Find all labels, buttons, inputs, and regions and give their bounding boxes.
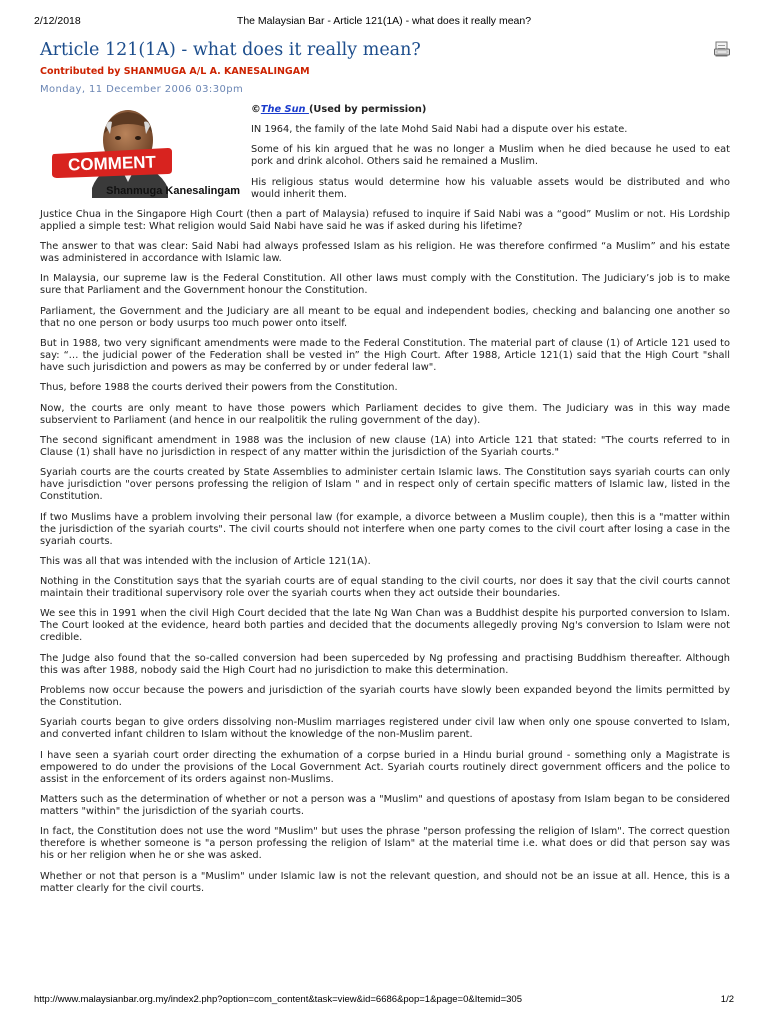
print-date: 2/12/2018 <box>34 15 81 27</box>
paragraph: Syariah courts began to give orders dissolving non-Muslim marriages registered under civil law when only one spouse converted to Islam, and converted infant children to Islam without the knowledge of the non-Muslim parent. <box>40 717 730 741</box>
author-photo-caption: Shanmuga Kanesalingam <box>106 185 240 197</box>
paragraph: Syariah courts are the courts created by State Assemblies to administer certain Islamic laws. The Constitution says syariah courts can only have jurisdiction "over persons professing the religion of Islam " and in respect only of certain specific matters of Islamic law, listed in the Constitution. <box>40 467 730 503</box>
paragraph: The answer to that was clear: Said Nabi had always professed Islam as his religion. He was therefore confirmed “a Muslim” and his estate was administered in accordance with Islamic law. <box>40 241 730 265</box>
print-icon[interactable] <box>714 41 730 58</box>
paragraph: Problems now occur because the powers and jurisdiction of the syariah courts have slowly been expanded beyond the limits permitted by the Constitution. <box>40 685 730 709</box>
paragraph: Parliament, the Government and the Judiciary are all meant to be equal and independent bodies, checking and balancing one another so that no one person or body usurps too much power onto itself. <box>40 305 730 329</box>
page-url: http://www.malaysianbar.org.my/index2.php?option=com_content&task=view&id=6686&pop=1&page=0&Itemid=305 <box>34 994 522 1005</box>
article-title: Article 121(1A) - what does it really mean? <box>40 40 421 60</box>
paragraph: If two Muslims have a problem involving their personal law (for example, a divorce between a Muslim couple), then this is a "matter within the jurisdiction of the syariah courts". The civil courts should not interfere when one party comes to the civil court after losing a case in the syariah courts. <box>40 511 730 547</box>
print-page-title: The Malaysian Bar - Article 121(1A) - what does it really mean? <box>236 15 532 27</box>
paragraph: His religious status would determine how his valuable assets would be distributed and who would inherit them. <box>251 176 730 200</box>
paragraph: Thus, before 1988 the courts derived their powers from the Constitution. <box>40 382 398 394</box>
comment-banner-text: COMMENT <box>67 152 157 175</box>
page-number: 1/2 <box>720 994 734 1005</box>
paragraph: This was all that was intended with the inclusion of Article 121(1A). <box>40 555 371 567</box>
paragraph: Now, the courts are only meant to have those powers which Parliament decides to give them. The Judiciary was in this way made subservient to Parliament (and hence in our realpolitik the ruling government of the day). <box>40 402 730 426</box>
article <box>40 38 730 903</box>
paragraph: IN 1964, the family of the late Mohd Said Nabi had a dispute over his estate. <box>251 124 628 135</box>
paragraph: In fact, the Constitution does not use the word "Muslim" but uses the phrase "person professing the religion of Islam". The correct question therefore is whether someone is "a person professing the religion of Islam" at the material time i.e. what does or did that person say was his or her religion when he or she was asked. <box>40 826 730 862</box>
copyright-symbol: © <box>251 104 261 115</box>
paragraph: I have seen a syariah court order directing the exhumation of a corpse buried in a Hindu burial ground - something only a Magistrate is empowered to do under the provisions of the Local Government Act. Syariah courts routinely direct government officers and the police to assist in the enforcement of its orders against non-Muslims. <box>40 749 730 785</box>
paragraph: Matters such as the determination of whether or not a person was a "Muslim" and questions of apostasy from Islam began to be considered matters "within" the jurisdiction of the syariah courts. <box>40 793 730 817</box>
permission-note: (Used by permission) <box>308 104 427 115</box>
paragraph: But in 1988, two very significant amendments were made to the Federal Constitution. The material part of clause (1) of Article 121 used to say: “… the judicial power of the Federation shall be vested in” the High Court. After 1988, Article 121(1) said that the High Court "shall have such jurisdiction and powers as may be conferred by or under federal law". <box>40 338 730 374</box>
contributed-by: Contributed by SHANMUGA A/L A. KANESALINGAM <box>40 66 310 77</box>
paragraph: The second significant amendment in 1988 was the inclusion of new clause (1A) into Article 121 that stated: "The courts referred to in Clause (1) shall have no jurisdiction in respect of any matter within the jurisdiction of the Syariah courts." <box>40 434 730 458</box>
print-header <box>34 15 734 29</box>
paragraph: Whether or not that person is a "Muslim" under Islamic law is not the relevant question, and should not be an issue at all. Hence, this is a matter clearly for the civil courts. <box>40 870 730 894</box>
paragraph: Some of his kin argued that he was no longer a Muslim when he died because he used to eat pork and drink alcohol. Others said he remained a Muslim. <box>251 144 730 168</box>
author-comment-image <box>40 104 245 198</box>
source-link[interactable]: The Sun <box>260 104 309 115</box>
article-date: Monday, 11 December 2006 03:30pm <box>40 84 244 95</box>
article-body <box>40 104 730 895</box>
paragraph: In Malaysia, our supreme law is the Federal Constitution. All other laws must comply with the Constitution. The Judiciary’s job is to make sure that Parliament and the Government honour the Constitution. <box>40 273 730 297</box>
print-footer <box>34 994 734 1008</box>
paragraph: The Judge also found that the so-called conversion had been superceded by Ng professing and practising Buddhism thereafter. Although this was after 1988, nobody said the High Court had no jurisdiction to make this determination. <box>40 652 730 676</box>
paragraph: We see this in 1991 when the civil High Court decided that the late Ng Wan Chan was a Buddhist despite his purported conversion to Islam. The Court looked at the evidence, heard both parties and decided that the documents allegedly proving Ng's conversion to Islam were not credible. <box>40 608 730 644</box>
paragraph: Nothing in the Constitution says that the syariah courts are of equal standing to the civil courts, nor does it say that the civil courts cannot maintain their traditional supervisory role over the syariah courts when they act outside their boundaries. <box>40 576 730 600</box>
paragraph: Justice Chua in the Singapore High Court (then a part of Malaysia) refused to inquire if Said Nabi was a “good” Muslim or not. His Lordship applied a simple test: What religion would Said Nabi have said he was if asked during his lifetime? <box>40 208 730 232</box>
